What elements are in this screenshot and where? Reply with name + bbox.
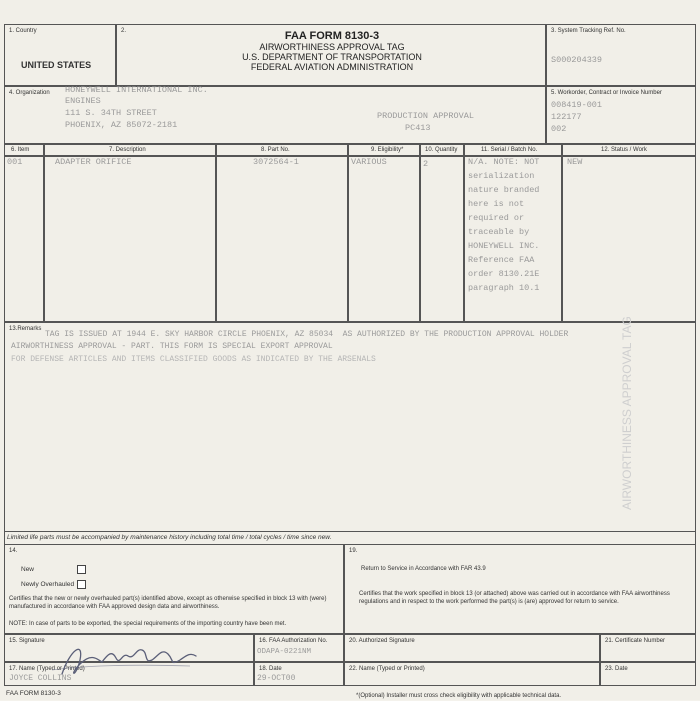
eligibility-value: VARIOUS xyxy=(351,157,387,167)
org-line-3: 111 S. 34TH STREET xyxy=(65,108,157,118)
eligibility-cell xyxy=(348,156,420,322)
block-3-tracking xyxy=(546,24,696,86)
serial-line-4: here is not xyxy=(468,199,525,209)
block-16-authorization xyxy=(254,634,344,662)
newly-overhauled-label: Newly Overhauled xyxy=(21,581,75,588)
tracking-number: S000204339 xyxy=(551,55,603,65)
col-part-no-label: 8. Part No. xyxy=(261,147,290,153)
agency: FEDERAL AVIATION ADMINISTRATION xyxy=(250,62,414,72)
block-23-date xyxy=(600,662,696,686)
footer-optional-note: *(Optional) Installer must cross check eligibility with applicable technical data. xyxy=(356,693,562,699)
limited-life-note-row xyxy=(4,532,696,544)
item-cell xyxy=(4,156,44,322)
col-item-label: 6. Item xyxy=(11,147,30,153)
handwritten-signature xyxy=(40,630,220,682)
remarks-label: 13.Remarks xyxy=(9,326,42,332)
workorder-line-1: 008419-001 xyxy=(551,100,603,110)
serial-cell xyxy=(464,156,562,322)
authorization-number: ODAPA-0221NM xyxy=(257,648,312,656)
col-header-description xyxy=(44,144,216,156)
description-value: ADAPTER ORIFICE xyxy=(55,157,132,167)
block-14 xyxy=(4,544,344,634)
block-15-label: 15. Signature xyxy=(9,638,45,644)
block-4-organization xyxy=(4,86,546,144)
block-19-certification: Certifies that the work specified in block 13 (or attached) above was carried out in accordance with FAA airworthiness regulations and in respect to the work performed the part(s) is (are) approved for return to service. xyxy=(359,591,670,605)
block-20-authorized-signature xyxy=(344,634,600,662)
department: U.S. DEPARTMENT OF TRANSPORTATION xyxy=(242,52,422,62)
form-title: FAA FORM 8130-3 xyxy=(284,30,380,42)
block-2-label: 2. xyxy=(121,28,127,34)
serial-line-9: order 8130.21E xyxy=(468,269,540,279)
block-19 xyxy=(344,544,696,634)
org-line-4: PHOENIX, AZ 85072-2181 xyxy=(65,120,178,130)
serial-line-6: traceable by xyxy=(468,227,530,237)
col-header-eligibility xyxy=(348,144,420,156)
block-23-label: 23. Date xyxy=(605,666,628,672)
quantity-cell xyxy=(420,156,464,322)
production-approval: PRODUCTION APPROVAL xyxy=(377,111,474,121)
block-3-label: 3. System Tracking Ref. No. xyxy=(551,28,626,34)
block-5-workorder xyxy=(546,86,696,144)
serial-line-7: HONEYWELL INC. xyxy=(468,241,540,251)
col-status-label: 12. Status / Work xyxy=(601,147,647,153)
block-18-label: 18. Date xyxy=(259,666,282,672)
remarks-line-1: TAG IS ISSUED AT 1944 E. SKY HARBOR CIRCLE PHOENIX, AZ 85034 AS AUTHORIZED BY THE PRODUCTION APPROVAL HOLDER xyxy=(45,330,569,339)
footer-form-id: FAA FORM 8130-3 xyxy=(6,690,61,697)
country-value: UNITED STATES xyxy=(21,60,92,70)
block-16-label: 16. FAA Authorization No. xyxy=(259,638,328,644)
col-description-label: 7. Description xyxy=(109,147,146,153)
return-to-service-label: Return to Service in Accordance with FAR 43.9 xyxy=(361,566,486,572)
description-cell xyxy=(44,156,216,322)
status-value: NEW xyxy=(567,157,583,167)
block-5-label: 5. Workorder, Contract or Invoice Number xyxy=(551,90,662,96)
col-header-part-no xyxy=(216,144,348,156)
col-eligibility-label: 9. Eligibility* xyxy=(371,147,404,153)
block-14-export-note: NOTE: In case of parts to be exported, the special requirements of the importing country have been met. xyxy=(9,621,287,627)
col-quantity-label: 10. Quantity xyxy=(425,147,458,153)
remarks-line-3: FOR DEFENSE ARTICLES AND ITEMS CLASSIFIED GOODS AS INDICATED BY THE ARSENALS xyxy=(11,355,376,364)
date-value: 29-OCT00 xyxy=(257,674,296,683)
quantity-value: 2 xyxy=(423,159,429,169)
part-no-cell xyxy=(216,156,348,322)
new-checkbox[interactable] xyxy=(77,565,86,574)
block-1-label: 1. Country xyxy=(9,28,37,34)
col-header-item xyxy=(4,144,44,156)
org-label: 4. Organization xyxy=(9,90,50,96)
block-13-remarks xyxy=(4,322,696,532)
serial-line-2: serialization xyxy=(468,171,535,181)
part-no-value: 3072564-1 xyxy=(253,157,299,167)
item-number: 001 xyxy=(7,157,23,167)
block-17-label: 17. Name (Typed or Printed) xyxy=(9,666,85,672)
serial-line-10: paragraph 10.1 xyxy=(468,283,540,293)
serial-line-1: N/A. NOTE: NOT xyxy=(468,157,540,167)
col-header-quantity xyxy=(420,144,464,156)
block-22-label: 22. Name (Typed or Printed) xyxy=(349,666,425,672)
remarks-line-2: AIRWORTHINESS APPROVAL - PART. THIS FORM IS SPECIAL EXPORT APPROVAL xyxy=(11,342,333,351)
block-14-label: 14. xyxy=(9,548,18,554)
approval-number: PC413 xyxy=(405,123,431,133)
block-2-title xyxy=(116,24,546,86)
org-line-1: HONEYWELL INTERNATIONAL INC. xyxy=(65,85,208,95)
col-header-status xyxy=(562,144,696,156)
block-14-certification: Certifies that the new or newly overhauled part(s) identified above, except as otherwise specified in block 13 with (were) manufactured in accordance with FAA approved design data and airworthiness. xyxy=(9,596,327,610)
serial-line-8: Reference FAA xyxy=(468,255,535,265)
newly-overhauled-checkbox[interactable] xyxy=(77,580,86,589)
block-20-label: 20. Authorized Signature xyxy=(349,638,415,644)
serial-line-5: required or xyxy=(468,213,525,223)
limited-life-note: Limited life parts must be accompanied by maintenance history including total time / total cycles / time since new. xyxy=(7,534,332,541)
block-21-label: 21. Certificate Number xyxy=(605,638,666,644)
typed-name: JOYCE COLLINS xyxy=(9,674,72,683)
block-22-name xyxy=(344,662,600,686)
workorder-line-3: 002 xyxy=(551,124,567,134)
col-header-serial xyxy=(464,144,562,156)
col-serial-label: 11. Serial / Batch No. xyxy=(481,147,538,153)
serial-line-3: nature branded xyxy=(468,185,540,195)
tag-title: AIRWORTHINESS APPROVAL TAG xyxy=(259,42,405,52)
new-label: New xyxy=(21,566,35,573)
block-19-label: 19. xyxy=(349,548,358,554)
workorder-line-2: 122177 xyxy=(551,112,582,122)
block-18-date xyxy=(254,662,344,686)
block-1-country xyxy=(4,24,116,86)
org-line-2: ENGINES xyxy=(65,96,101,106)
side-watermark: AIRWORTHINESS APPROVAL TAG xyxy=(620,316,634,510)
block-21-certificate xyxy=(600,634,696,662)
